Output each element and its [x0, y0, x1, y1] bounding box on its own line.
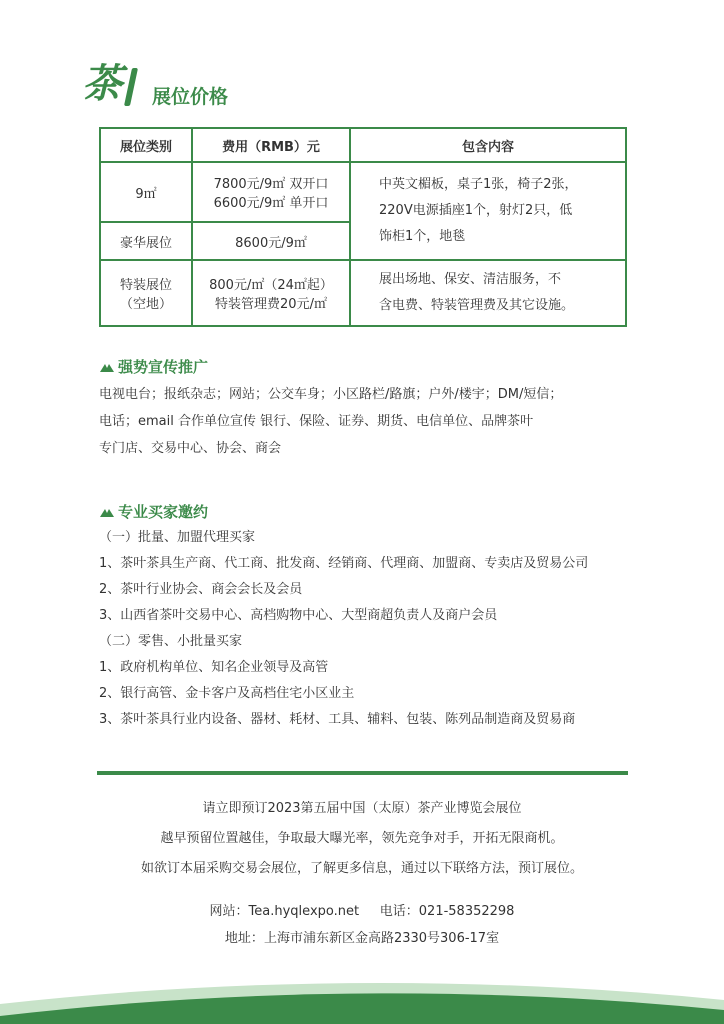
footer-line: 如欲订本届采购交易会展位，了解更多信息，通过以下联络方法，预订展位。: [140, 861, 583, 876]
price-table: [99, 127, 627, 327]
contents-line: 中英文楣板，桌子1张，椅子2张，: [379, 177, 578, 192]
promotion-line: 电视电台；报纸杂志；网站；公交车身；小区路栏/路旗；户外/楼宇；DM/短信；: [99, 387, 563, 402]
leaf-icon: [99, 361, 115, 373]
footer-line: 请立即预订2023第五届中国（太原）茶产业博览会展位: [202, 801, 522, 816]
promotion-line: 电话；email 合作单位宣传 银行、保险、证券、期货、电信单位、品牌茶叶: [99, 414, 534, 429]
buyers-title: [99, 501, 208, 522]
list-item: （二）零售、小批量买家: [99, 634, 243, 649]
footer-line: 越早预留位置越佳，争取最大曝光率，领先竞争对手，开拓无限商机。: [160, 831, 564, 846]
cell-fee: 8600元/9㎡: [192, 222, 350, 260]
list-item: 1、政府机构单位、知名企业领导及高管: [99, 660, 329, 675]
list-item: 2、茶叶行业协会、商会会长及会员: [99, 582, 303, 597]
contents-line: 含电费、特装管理费及其它设施。: [379, 298, 575, 313]
bottom-wave-decoration: [0, 960, 724, 1024]
cell-contents: [350, 260, 626, 326]
cell-type: 9㎡: [100, 162, 192, 222]
tea-calligraphy-logo: 茶: [82, 60, 122, 107]
address-line: [0, 927, 724, 946]
phone-label: 电话：: [379, 904, 419, 919]
promotion-title: [99, 356, 208, 377]
column-header-type: 展位类别: [100, 128, 192, 162]
list-item: 1、茶叶茶具生产商、代工商、批发商、经销商、代理商、加盟商、专卖店及贸易公司: [99, 556, 589, 571]
table-row: [100, 260, 626, 326]
type-line: （空地）: [119, 297, 172, 312]
leaf-icon: [99, 506, 115, 518]
column-header-contents: 包含内容: [350, 128, 626, 162]
fee-line: 6600元/9㎡ 单开口: [213, 196, 329, 211]
fee-line: 800元/㎡（24㎡起）: [209, 278, 333, 293]
list-item: 3、茶叶茶具行业内设备、器材、耗材、工具、辅料、包装、陈列品制造商及贸易商: [99, 712, 576, 727]
page-title: 展位价格: [152, 86, 229, 108]
fee-line: 特装管理费20元/㎡: [215, 297, 327, 312]
list-item: 2、银行高管、金卡客户及高档住宅小区业主: [99, 686, 355, 701]
column-header-fee: 费用（RMB）元: [192, 128, 350, 162]
list-item: 3、山西省茶叶交易中心、高档购物中心、大型商超负责人及商户会员: [99, 608, 498, 623]
contents-line: 饰柜1个，地毯: [379, 229, 466, 244]
type-line: 特装展位: [119, 278, 172, 293]
buyers-title-text: 专业买家邀约: [118, 503, 209, 521]
divider: [97, 771, 628, 775]
cell-fee: [192, 162, 350, 222]
website-link[interactable]: Tea.hyqlexpo.net: [248, 904, 360, 919]
slash-decoration: [124, 68, 138, 106]
cell-type: [100, 260, 192, 326]
promotion-title-text: 强势宣传推广: [118, 358, 209, 376]
table-row: [100, 162, 626, 222]
address-label: 地址：: [224, 931, 264, 946]
cell-type: 豪华展位: [100, 222, 192, 260]
contents-line: 展出场地、保安、清洁服务，不: [379, 272, 562, 287]
cell-fee: [192, 260, 350, 326]
cell-contents: [350, 162, 626, 260]
contact-line: [0, 900, 724, 919]
phone-number: 021-58352298: [418, 904, 515, 919]
website-label: 网站：: [209, 904, 249, 919]
contents-line: 220V电源插座1个，射灯2只，低: [379, 203, 573, 218]
promotion-line: 专门店、交易中心、协会、商会: [99, 441, 282, 456]
address-text: 上海市浦东新区金高路2330号306-17室: [263, 931, 500, 946]
table-header-row: [100, 128, 626, 162]
fee-line: 7800元/9㎡ 双开口: [213, 177, 329, 192]
list-item: （一）批量、加盟代理买家: [99, 530, 256, 545]
promotion-text: [99, 381, 639, 462]
buyers-list: [99, 525, 659, 733]
